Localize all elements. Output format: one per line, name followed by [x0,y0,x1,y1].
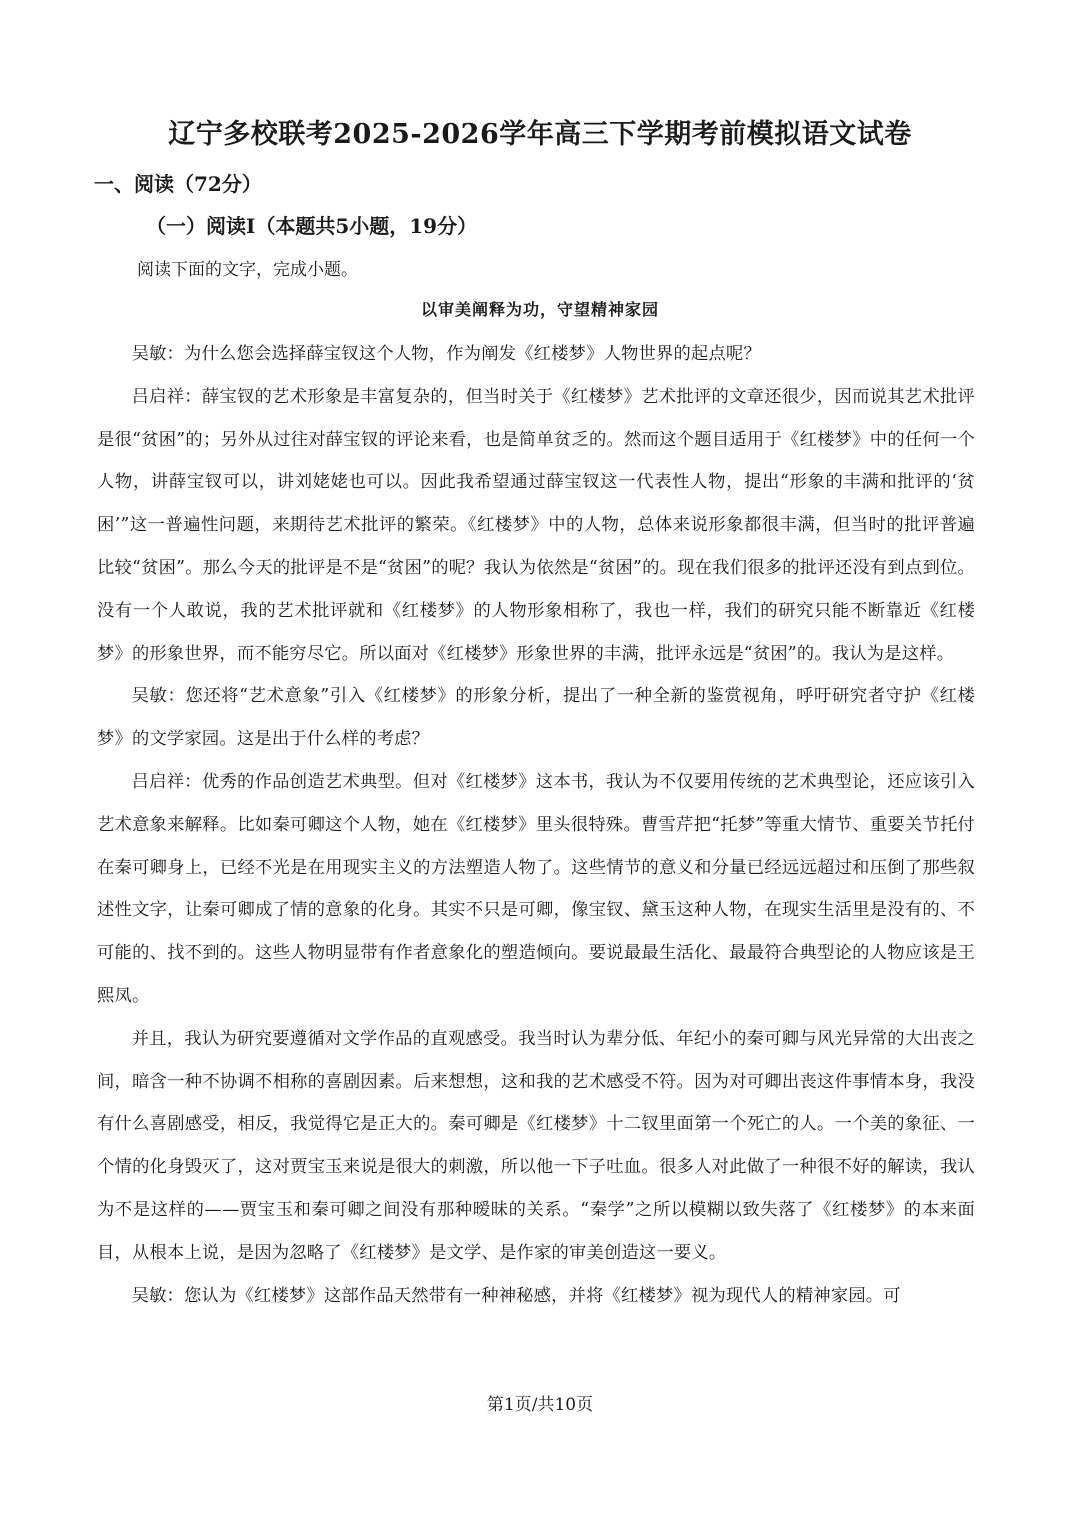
article-title: 以审美阐释为功，守望精神家园 [420,300,659,319]
paragraph: 吴敏：您认为《红楼梦》这部作品天然带有一种神秘感，并将《红楼梦》视为现代人的精神家园。可 [131,1285,901,1306]
paragraph: 吴敏：为什么您会选择薛宝钗这个人物，作为阐发《红楼梦》人物世界的起点呢？ [131,344,761,364]
paragraph: 吕启祥：优秀的作品创造艺术典型。但对《红楼梦》这本书，我认为不仅要用传统的艺术典型论，还应该引入艺术意象来解释。比如秦可卿这个人物，她在《红楼梦》里头很特殊。曹雪芹把“托梦”等重大情节、重要关节托付在秦可卿身上，已经不光是在用现实主义的方法塑造人物了。这些情节的意义和分量已经远远超过和压倒了那些叙述性文字，让秦可卿成了情的意象的化身。其实不只是可卿，像宝钗、黛玉这种人物，在现实生活里是没有的、不可能的、找不到的。这些人物明显带有作者意象化的塑造倾向。要说最最生活化、最最符合典型论的人物应该是王熙凤。 [97,771,975,1006]
exam-title: 辽宁多校联考2025-2026学年高三下学期考前模拟语文试卷 [168,119,912,150]
subsection-heading: （一）阅读Ⅰ（本题共5小题，19分） [146,214,478,238]
paragraph: 吴敏：您还将“艺术意象”引入《红楼梦》的形象分析，提出了一种全新的鉴赏视角，呼吁研究者守护《红楼梦》的文学家园。这是出于什么样的考虑？ [97,686,975,750]
page-number: 第1页/共10页 [486,1395,594,1415]
section-heading: 一、阅读（72分） [94,172,262,196]
article-body [97,333,975,1317]
paragraph: 并且，我认为研究要遵循对文学作品的直观感受。我当时认为辈分低、年纪小的秦可卿与风光异常的大出丧之间，暗含一种不协调不相称的喜剧因素。后来想想，这和我的艺术感受不符。因为对可卿出丧这件事情本身，我没有什么喜剧感受，相反，我觉得它是正大的。秦可卿是《红楼梦》十二钗里面第一个死亡的人。一个美的象征、一个情的化身毁灭了，这对贾宝玉来说是很大的刺激，所以他一下子吐血。很多人对此做了一种很不好的解读，我认为不是这样的——贾宝玉和秦可卿之间没有那种暧昧的关系。“秦学”之所以模糊以致失落了《红楼梦》的本来面目，从根本上说，是因为忽略了《红楼梦》是文学、是作家的审美创造这一要义。 [97,1028,975,1263]
paragraph: 吕启祥：薛宝钗的艺术形象是丰富复杂的，但当时关于《红楼梦》艺术批评的文章还很少，因而说其艺术批评是很“贫困”的；另外从过往对薛宝钗的评论来看，也是简单贫乏的。然而这个题目适用于《红楼梦》中的任何一个人物，讲薛宝钗可以，讲刘姥姥也可以。因此我希望通过薛宝钗这一代表性人物，提出“形象的丰满和批评的‘贫困’”这一普遍性问题，来期待艺术批评的繁荣。《红楼梦》中的人物，总体来说形象都很丰满，但当时的批评普遍比较“贫困”。那么今天的批评是不是“贫困”的呢？我认为依然是“贫困”的。现在我们很多的批评还没有到点到位。没有一个人敢说，我的艺术批评就和《红楼梦》的人物形象相称了，我也一样，我们的研究只能不断靠近《红楼梦》的形象世界，而不能穷尽它。所以面对《红楼梦》形象世界的丰满，批评永远是“贫困”的。我认为是这样。 [97,386,975,664]
instruction-text: 阅读下面的文字，完成小题。 [137,260,358,280]
